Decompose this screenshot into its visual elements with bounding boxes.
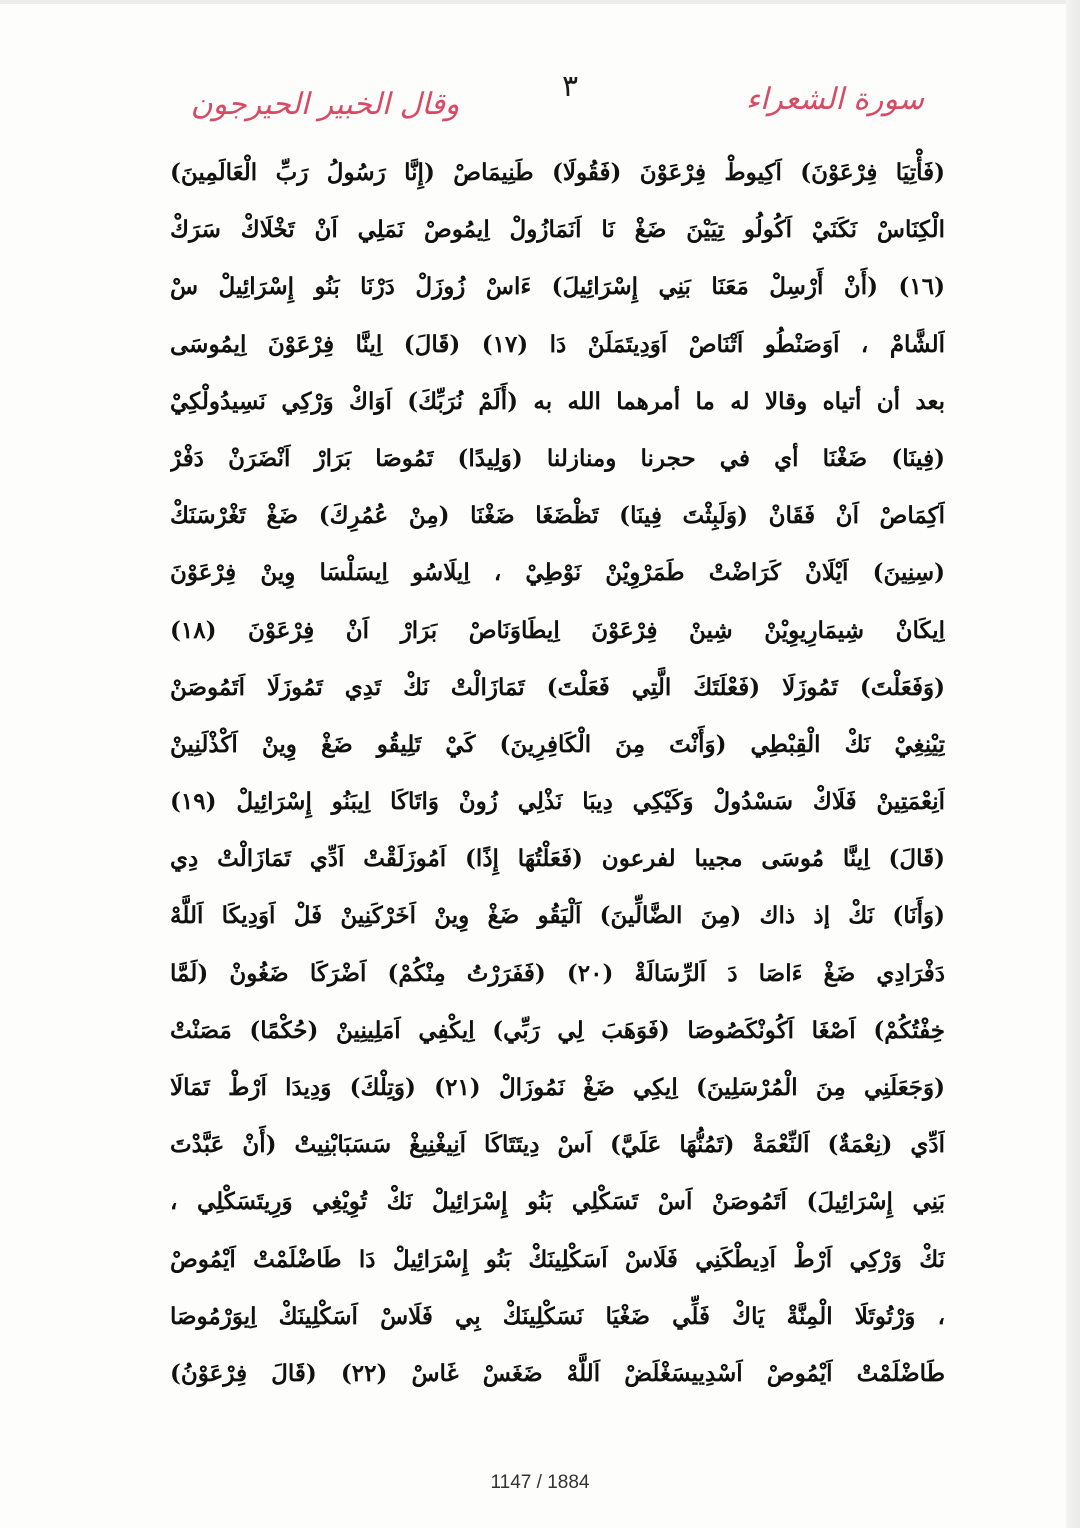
text-line: اَنِعْمَتِينْ فَلَاكْ سَسْدُولْ وَكَيْكِي دِيبَا نَذْلِي زُونْ وَاتَاكَا اِيبَنُو إِسْرَائِيلْ (١٩)	[170, 788, 945, 816]
page-right-edge	[1066, 0, 1080, 1528]
text-line: (وَجَعَلَنِي مِنَ الْمُرْسَلِينَ) اِيكِي ضَغْ نَمُوزَالْ (٢١) (وَتِلْكَ) وَدِيدَا اَرْطْ تَمَالَا	[170, 1074, 945, 1101]
text-line: بَنِي إِسْرَائِيلَ) اَتَمُوصَنْ اَسْ تَسَكْلِي بَنُو إِسْرَائِيلْ نَكْ تُوِيْغِي وَرِيتَسَكْلِي ،	[170, 1188, 945, 1216]
text-line: دَفْرَادِي ضَغْ ءَاصَا دَ اَلرِّسَالَةْ (٢٠) (فَفَرَرْتُ مِنْكُمْ) اَضْرَكَا ضَغُونْ (لَمَّا	[170, 959, 945, 987]
text-line: خِفْتُكُمْ) اَصْغَا اَكُونْكَصُوصَا (فَوَهَبَ لِي رَبِّي) اِيكْفِي اَمَلِينِينْ (حُكْمًا) مَصَنْتْ	[170, 1016, 945, 1044]
handwritten-annotation: وقال الخبير الحيرجون	[190, 87, 460, 122]
text-line: (وَفَعَلْتَ) تَمُوزَلَا (فَعْلَتَكَ الَّتِي فَعَلْتَ) تَمَازَالْتْ نَكْ تَدِي تَمُوزَلَا اَتَمُوصَنْ	[170, 673, 945, 701]
page-top-edge	[0, 0, 1080, 4]
text-line: (فَأْتِيَا فِرْعَوْنَ) اَكِيوطْ فِرْعَوْنَ (فَقُولَا) طَنِيمَاصْ (إِنَّا رَسُولُ رَبِّ الْعَالَمِينَ)	[170, 159, 945, 186]
page-counter: 1147 / 1884	[490, 1472, 590, 1493]
text-line: اَدِّي (نِعْمَةٌ) اَلنِّعْمَةْ (تَمُنُّهَا عَلَيَّ) اَسْ دِيتَتَاكَا اَنِيغْنِيغْ سَسَبَابْنِيتْ (أَنْ عَبَّدْتَ	[170, 1131, 945, 1159]
text-line: بعد أن أتياه وقالا له ما أمرهما الله به (أَلَمْ نُرَبِّكَ) اَوَاكْ وَرْكِي نَسِيدُولْكِيْ	[170, 387, 945, 415]
surah-name-handwritten: سورة الشعراء	[745, 82, 925, 117]
text-line: (وَأَنَا) نَكْ إذ ذاك (مِنَ الضَّالِّينَ) اَلْيَقُو ضَغْ وِينْ اَخَرْكَنِينْ فَلْ اَوَدِيكَا اَللَّهْ	[170, 902, 945, 930]
text-line: طَاضْلَمْتْ اَيْمُوصْ اَسْدِييسَغْلَضْ اَللَّهْ ضَغَسْ غَاسْ (٢٢) (قَالَ فِرْعَوْنُ)	[170, 1359, 945, 1387]
text-line: (١٦) (أَنْ أَرْسِلْ مَعَنَا بَنِي إِسْرَائِيلَ) ءَاسْ زُوزَلْ دَرْنَا بَنُو إِسْرَائِيلْ سْ	[170, 273, 945, 301]
text-line: (سِنِينَ) اَيْلَانْ كَرَاضْتْ طَمَرْوِيْنْ نَوْطِيْ ، اِيلَاسُو اِيسَلْسَا وِينْ فِرْعَوْنَ	[170, 559, 945, 587]
text-line: اِيكَانْ شِيمَارِيوِيْنْ شِينْ فِرْعَوْنَ اِيطَاوَنَاصْ بَرَارْ اَنْ فِرْعَوْنَ (١٨)	[170, 616, 945, 644]
text-line: الْكِنَاسْ نَكَنَيْ اَكُولُو تِيَيْنَ ضَغْ نَا اَنَمَازُولْ اِيمُوصْ نَمَلِي اَنْ تَخْلَاكْ سَرَكْ	[170, 216, 945, 244]
text-line: اَكِمَاصْ اَنْ فَقَانْ (وَلَبِثْتَ فِينَا) تَظْضَغَا ضَغْنَا (مِنْ عُمُرِكَ) ضَغْ تَغْرْسَنَكْ	[170, 502, 945, 530]
text-line: (فِينَا) ضَغْنَا أي في حجرنا ومنازلنا (وَلِيدًا) تَمُوصَا بَرَارْ اَنْضَرَنْ دَفْرْ	[170, 444, 945, 472]
text-line: اَلشَّامْ ، اَوَصَنْطُو اَتْنَاصْ اَوَدِيتَمَلَنْ دَا (١٧) (قَالَ) اِينَّا فِرْعَوْنَ اِيمُوسَى	[170, 330, 945, 358]
page-number: ٣	[561, 69, 579, 104]
text-line: (قَالَ) اِينَّا مُوسَى مجيبا لفرعون (فَعَلْتُهَا إِذًا) اَمُوزَلَقْتْ اَدِّي تَمَازَالْتْ دِي	[170, 845, 945, 873]
text-line: نَكْ وَرْكِي اَرْطْ اَدِيطْكَنِي فَلَاسْ اَسَكْلِينَكْ بَنُو إِسْرَائِيلْ دَا طَاضْلَمْتْ اَيْمُوصْ	[170, 1245, 945, 1273]
text-line: تِيْنِغِيْ نَكْ الْقِبْطِي (وَأَنْتَ مِنَ الْكَافِرِينَ) كَيْ تَلِيقُو ضَغْ وِينْ اَكْذْلَنِينْ	[170, 730, 945, 758]
page-body-text	[170, 144, 945, 1402]
text-line: ، وَرْتُوتَلَا الْمِنَّةْ يَاكْ فَلِّي ضَغْيَا نَسَكْلِينَكْ بِي فَلَاسْ اَسَكْلِينَكْ اِيوَرْمُوصَا	[170, 1302, 945, 1330]
